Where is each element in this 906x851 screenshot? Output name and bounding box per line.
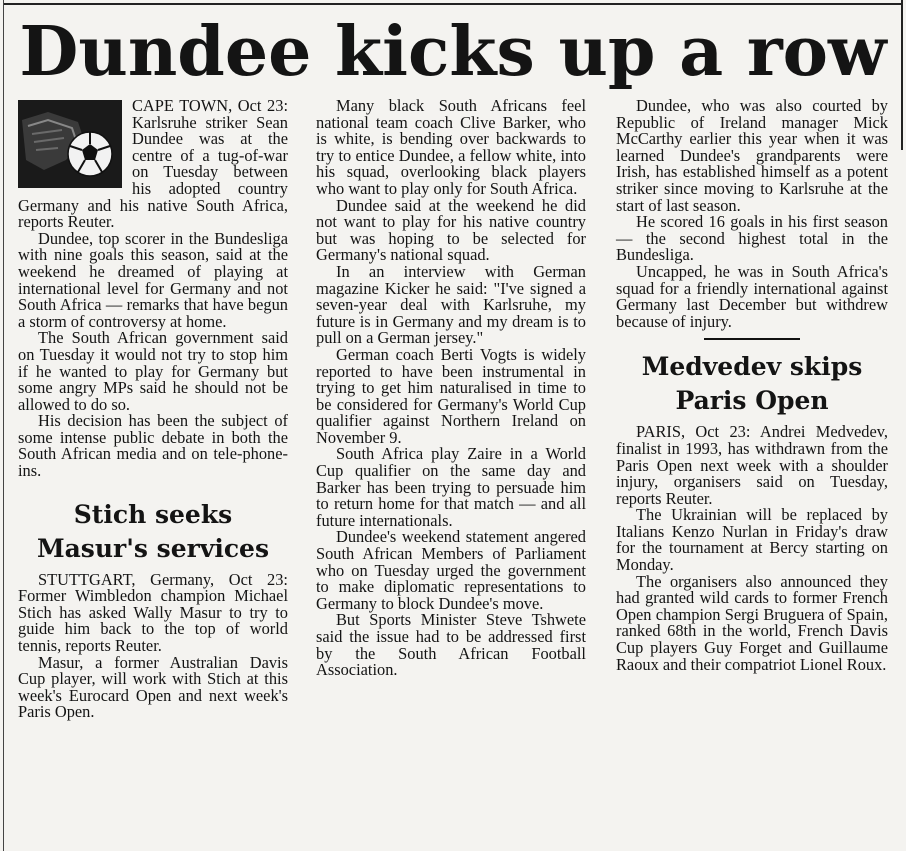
main-para-14: Uncapped, he was in South Africa's squad for a friendly international against Germany last December but withdrew because of injury.	[616, 261, 888, 331]
main-para-10: Dundee's weekend statement angered South African Members of Parliament who on Tuesday urged the government to make diplomatic representations to Germany to block Dundee's move.	[316, 527, 586, 613]
main-para-3: The South African government said on Tuesday it would not try to stop him if he wanted to play for Germany but some angry MPs said he should not be allowed to do so.	[18, 328, 288, 414]
stich-para-2: Masur, a former Australian Davis Cup player, will work with Stich at this week's Eurocard Open and next week's Paris Open.	[18, 652, 288, 722]
football-boot-and-ball-icon	[18, 100, 122, 188]
stich-dateline: STUTTGART, Germany, Oct 23:	[38, 569, 288, 589]
column-1	[18, 98, 288, 721]
stich-headline-line-2: Masur's services	[36, 533, 270, 563]
main-para-9: South Africa play Zaire in a World Cup qualifier on the same day and Barker has been trying to persuade him to return home for that match — and all future internationals.	[316, 444, 586, 530]
medvedev-para-1: Andrei Medvedev, finalist in 1993, has withdrawn from the Paris Open next week with a shoulder injury, organisers said on Tuesday, reports Reuter.	[616, 422, 889, 508]
main-para-8: German coach Berti Vogts is widely reported to have been instrumental in trying to get him naturalised in time to be considered for Germany's World Cup qualifier against Northern Ireland on November 9.	[316, 344, 586, 447]
main-para-7: In an interview with German magazine Kicker he said: "I've signed a seven-year deal with Karlsruhe, my future is in Germany and my dream is to pull on a German jersey."	[316, 261, 586, 348]
main-para-13: He scored 16 goals in his first season — the second highest total in the Bundesliga.	[616, 212, 888, 265]
column-2	[316, 98, 586, 679]
medvedev-headline-line-2: Paris Open	[675, 386, 829, 416]
main-para-11: But Sports Minister Steve Tshwete said the issue had to be addressed first by the South African Football Association.	[316, 610, 586, 680]
main-para-1: Karlsruhe striker Sean Dundee was at the centre of a tug-of-war on Tuesday between his adopted country Germany and his native South Africa, reports Reuter.	[18, 112, 288, 231]
main-para-12: Dundee, who was also courted by Republic of Ireland manager Mick McCarthy earlier this year when it was learned Dundee's grandparents were Irish, has established himself as a potent striker since moving to Karlsruhe at the start of last season.	[616, 96, 888, 215]
left-border	[3, 0, 4, 851]
medvedev-headline	[616, 350, 888, 418]
stich-para-1: Former Wimbledon champion Michael Stich has asked Wally Masur to try to guide him back to the top of world tennis, reports Reuter.	[18, 586, 288, 656]
column-3	[616, 98, 888, 673]
medvedev-para-2: The Ukrainian will be replaced by Italians Kenzo Nurlan in Friday's draw for the tournament at Bercy starting on Monday.	[616, 505, 888, 575]
medvedev-dateline: PARIS, Oct 23:	[636, 422, 751, 442]
section-divider	[704, 338, 800, 340]
main-para-5: Many black South Africans feel national team coach Clive Barker, who is white, is bending over backwards to try to entice Dundee, a fellow white, into his squad, overlooking black players who want to play only for South Africa.	[316, 96, 586, 198]
medvedev-para-3: The organisers also announced they had granted wild cards to former French Open champion Sergi Bruguera of Spain, ranked 68th in the world, French Davis Cup players Guy Forget and Guillaume Raoux and their compatriot Lionel Roux.	[616, 571, 888, 674]
medvedev-headline-line-1: Medvedev skips	[641, 352, 863, 382]
stich-headline	[18, 498, 288, 566]
top-rule	[4, 3, 902, 5]
main-headline: Dundee kicks up a row	[19, 12, 887, 92]
main-para-4: His decision has been the subject of some intense public debate in both the South African media and on tele-phone-ins.	[18, 411, 288, 481]
stich-headline-line-1: Stich seeks	[73, 499, 233, 529]
main-dateline: CAPE TOWN, Oct 23:	[132, 98, 288, 115]
main-para-6: Dundee said at the weekend he did not want to play for his native country but was hoping to be selected for Germany's national squad.	[316, 195, 586, 265]
main-para-2: Dundee, top scorer in the Bundesliga with nine goals this season, said at the weekend he dreamed of playing at international level for Germany and not South Africa — remarks that have begun a storm of controversy at home.	[18, 228, 288, 331]
main-story-lead	[18, 98, 288, 231]
